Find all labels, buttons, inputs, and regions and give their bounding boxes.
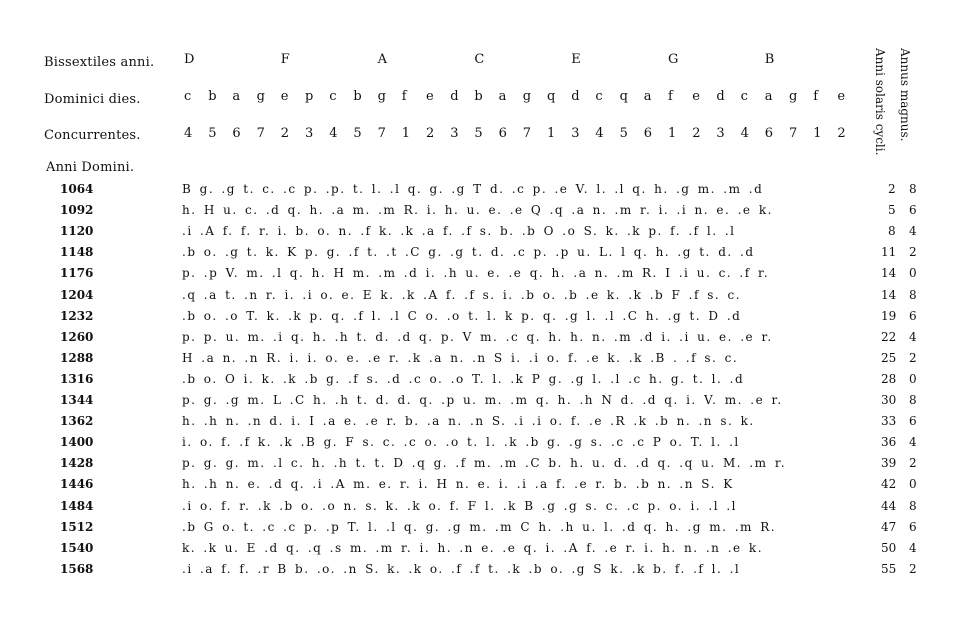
annus-magnus-value: 8 (888, 224, 896, 239)
solar-cycle-value: 0 (909, 371, 917, 386)
dominical-letter: c (329, 89, 337, 104)
year-label: 1260 (60, 329, 94, 344)
dominical-letter: g (522, 89, 532, 104)
solar-cycle-value: 8 (909, 498, 917, 513)
dominical-letter: g (256, 89, 265, 104)
dominical-letter: q (547, 89, 556, 104)
concurrens-number: 4 (329, 126, 338, 141)
year-row-cells: .i .a f. f. .r B b. .o. .n S. k. .k o. .f .f t. .k .b o. .g S k. .k b. f. .f l. .l (182, 561, 741, 576)
annus-magnus-value: 42 (881, 477, 897, 492)
concurrens-number: 2 (837, 126, 846, 141)
year-row-cells: .b o. .g t. k. K p. g. .f t. .t .C g. .g t. d. .c p. .p u. L. l q. h. .g t. d. .d (182, 245, 755, 260)
solar-cycle-value: 8 (909, 393, 917, 407)
dominical-letter: e (837, 89, 846, 104)
bissextile-letter: E (571, 52, 581, 67)
year-label: 1400 (60, 435, 94, 450)
annus-magnus-value: 25 (881, 350, 897, 365)
dominical-letter: a (498, 89, 507, 104)
annus-magnus-value: 11 (881, 245, 897, 260)
year-label: 1428 (60, 456, 94, 471)
year-label: 1148 (60, 245, 94, 260)
solar-cycle-value: 4 (909, 435, 917, 450)
dominical-letter: c (740, 89, 748, 104)
dominical-letter: p (305, 89, 314, 104)
dominical-letter: c (184, 89, 192, 104)
bissextile-letter: F (280, 52, 290, 67)
year-row-cells: p. p. u. m. .i q. h. .h t. d. .d q. p. V m. .c q. h. h. n. .m .d i. .i u. e. .e r. (182, 329, 773, 344)
vertical-label-annus: Annus magnus. (898, 48, 912, 142)
concurrens-number: 6 (764, 126, 774, 141)
solar-cycle-value: 6 (909, 308, 917, 323)
concurrens-number: 7 (789, 126, 798, 141)
concurrens-number: 6 (643, 126, 653, 141)
dominical-letter: e (426, 89, 434, 104)
year-row-cells: h. .h n. e. .d q. .i .A m. e. r. i. H n. e. i. .i .a f. .e r. b. .b n. .n S. K (182, 477, 734, 492)
bissextile-letter: G (668, 52, 679, 67)
year-label: 1120 (60, 224, 94, 239)
year-label: 1446 (60, 477, 94, 492)
annus-magnus-value: 55 (881, 561, 897, 576)
annus-magnus-value: 28 (881, 371, 897, 386)
concurrens-number: 2 (692, 126, 701, 141)
dominical-letter: d (716, 89, 725, 104)
dominical-letter: e (692, 89, 700, 104)
concurrens-number: 4 (740, 126, 749, 141)
year-row-cells: p. g. .g m. L .C h. .h t. d. d. q. .p u. m. .m q. h. .h N d. .d q. i. V. m. .e r. (182, 393, 783, 407)
concurrens-number: 3 (450, 126, 459, 141)
year-label: 1568 (60, 561, 94, 576)
year-label: 1064 (60, 182, 94, 196)
concurrens-number: 4 (184, 126, 193, 141)
year-row-cells: .i o. f. r. .k .b o. .o n. s. k. .k o. f. F l. .k B .g .g s. c. .c p. o. i. .l .l (182, 498, 738, 513)
year-row-cells: B g. .g t. c. .c p. .p. t. l. .l q. g. .g T d. .c p. .e V. l. .l q. h. .g m. .m .d (182, 182, 764, 196)
solar-cycle-value: 0 (909, 477, 917, 492)
year-label: 1344 (60, 393, 94, 407)
dominical-letter: d (571, 89, 580, 104)
solar-cycle-value: 4 (909, 224, 917, 239)
year-label: 1512 (60, 519, 94, 534)
annus-magnus-value: 14 (881, 287, 897, 302)
year-row-cells: .b G o. t. .c .c p. .p T. l. .l q. g. .g m. .m C h. .h u. l. .d q. h. .g m. .m R. (182, 519, 777, 534)
year-row-cells: h. H u. c. .d q. h. .a m. .m R. i. h. u. e. .e Q .q .a n. .m r. i. .i n. e. .e k. (182, 203, 773, 218)
dominical-letter: b (208, 89, 217, 104)
year-row-cells: p. .p V. m. .l q. h. H m. .m .d i. .h u. e. .e q. h. .a n. .m R. I .i u. c. .f r. (182, 266, 770, 281)
solar-cycle-value: 4 (909, 540, 917, 555)
dominical-letter: d (450, 89, 459, 104)
annus-magnus-value: 22 (881, 329, 897, 344)
year-label: 1232 (60, 308, 94, 323)
dominical-letter: c (595, 89, 603, 104)
annus-magnus-value: 2 (888, 182, 896, 196)
annus-magnus-value: 14 (881, 266, 897, 281)
dominical-letter: g (789, 89, 798, 104)
year-row-cells: H .a n. .n R. i. i. o. e. .e r. .k .a n. .n S i. .i o. f. .e k. .k .B . .f s. c. (182, 350, 739, 365)
concurrens-number: 5 (619, 126, 628, 141)
concurrens-number: 5 (353, 126, 362, 141)
solar-cycle-value: 8 (909, 182, 917, 196)
bissextile-letter: B (764, 52, 775, 67)
concurrens-number: 2 (426, 126, 435, 141)
annus-magnus-value: 36 (881, 435, 897, 450)
year-row-cells: i. o. f. .f k. .k .B g. F s. c. .c o. .o t. l. .k .b g. .g s. .c .c P o. T. l. .l (182, 435, 740, 450)
annus-magnus-value: 50 (881, 540, 897, 555)
concurrens-number: 1 (547, 126, 556, 141)
solar-cycle-value: 2 (909, 561, 917, 576)
solar-cycle-value: 0 (909, 266, 917, 281)
dominical-letter: a (643, 89, 652, 104)
dominical-letter: e (280, 89, 289, 104)
year-row-cells: h. .h n. .n d. i. I .a e. .e r. b. .a n. .n S. .i .i o. f. .e .R .k .b n. .n s. k. (182, 414, 755, 429)
concurrens-number: 1 (668, 126, 677, 141)
dominical-letter: f (813, 89, 818, 104)
concurrens-number: 3 (305, 126, 314, 141)
header-dominici: Dominici dies. (44, 92, 141, 107)
solar-cycle-value: 2 (909, 245, 917, 260)
header-bissextiles: Bissextiles anni. (44, 55, 155, 70)
concurrens-number: 7 (256, 126, 265, 141)
year-label: 1204 (60, 287, 94, 302)
annus-magnus-value: 33 (881, 414, 897, 429)
year-row-cells: .b o. O i. k. .k .b g. .f s. .d .c o. .o T. l. .k P g. .g l. .l .c h. g. t. l. .d (182, 371, 745, 386)
dominical-letter: b (353, 89, 362, 104)
annus-magnus-value: 30 (881, 393, 897, 407)
header-anni-domini: Anni Domini. (46, 160, 135, 175)
year-row-cells: .b o. .o T. k. .k p. q. .f l. .l C o. .o t. l. k p. q. .g l. .l .C h. .g t. D .d (182, 308, 742, 323)
dominical-letter: a (764, 89, 773, 104)
bissextile-letter: D (184, 52, 195, 67)
dominical-letter: a (232, 89, 241, 104)
year-label: 1484 (60, 498, 94, 513)
year-row-cells: p. g. g. m. .l c. h. .h t. t. D .q g. .f m. .m .C b. h. u. d. .d q. .q u. M. .m r. (182, 456, 787, 471)
solar-cycle-value: 8 (909, 287, 917, 302)
concurrens-number: 7 (522, 126, 532, 141)
vertical-label-cyc: Anni solaris cycli. (873, 48, 887, 156)
year-label: 1540 (60, 540, 94, 555)
concurrens-number: 1 (401, 126, 411, 141)
solar-cycle-value: 4 (909, 329, 917, 344)
year-label: 1288 (60, 350, 94, 365)
dominical-letter: f (401, 89, 407, 104)
solar-cycle-value: 6 (909, 203, 917, 218)
concurrens-number: 5 (474, 126, 483, 141)
solar-cycle-value: 6 (909, 519, 917, 534)
bissextile-letter: C (474, 52, 485, 67)
dominical-letter: f (668, 89, 673, 104)
solar-cycle-value: 6 (909, 414, 917, 429)
concurrens-number: 3 (571, 126, 580, 141)
annus-magnus-value: 39 (881, 456, 897, 471)
annus-magnus-value: 47 (881, 519, 897, 534)
year-row-cells: k. .k u. E .d q. .q .s m. .m r. i. h. .n e. .e q. i. .A f. .e r. i. h. n. .n .e k. (182, 540, 764, 555)
concurrens-number: 6 (498, 126, 507, 141)
concurrens-number: 5 (208, 126, 217, 141)
solar-cycle-value: 2 (909, 456, 917, 471)
concurrens-number: 6 (232, 126, 241, 141)
dominical-letter: q (619, 89, 628, 104)
solar-cycle-value: 2 (909, 350, 917, 365)
bissextile-letter: A (377, 52, 387, 67)
dominical-letter: b (474, 89, 483, 104)
annus-magnus-value: 44 (881, 498, 897, 513)
annus-magnus-value: 5 (888, 203, 896, 218)
year-label: 1092 (60, 203, 94, 218)
year-row-cells: .q .a t. .n r. i. .i o. e. E k. .k .A f. .f s. i. .b o. .b .e k. .k .b F .f s. c. (182, 287, 742, 302)
concurrens-number: 3 (716, 126, 725, 141)
concurrens-number: 4 (595, 126, 604, 141)
year-label: 1362 (60, 414, 94, 429)
concurrens-number: 2 (280, 126, 290, 141)
year-label: 1176 (60, 266, 94, 281)
year-label: 1316 (60, 371, 94, 386)
header-concurrentes: Concurrentes. (44, 128, 141, 143)
dominical-letter: g (377, 89, 386, 104)
concurrens-number: 1 (813, 126, 822, 141)
annus-magnus-value: 19 (881, 308, 897, 323)
concurrens-number: 7 (377, 126, 386, 141)
year-row-cells: .i .A f. f. r. i. b. o. n. .f k. .k .a f. .f s. b. .b O .o S. k. .k p. f. .f l. .l (182, 224, 736, 239)
